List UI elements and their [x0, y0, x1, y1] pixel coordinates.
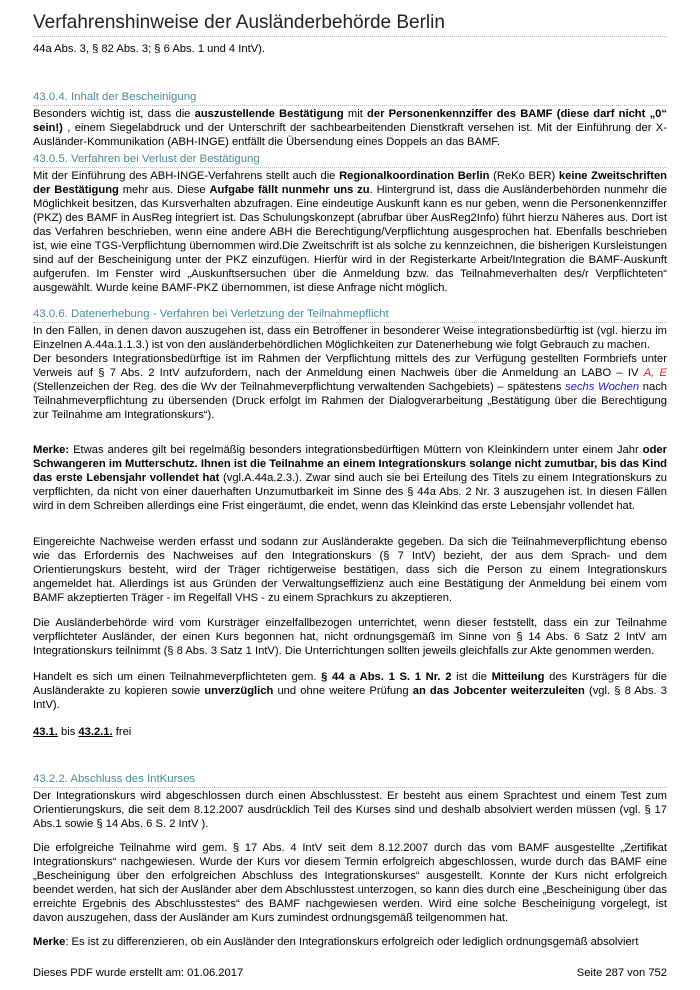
section-heading: 43.0.6. Datenerhebung - Verfahren bei Verletzung der Teilnahmepflicht: [33, 308, 389, 320]
section-paragraph: Der Integrationskurs wird abgeschlossen durch einen Abschlusstest. Er besteht aus einem Sprachtest und einem Test zum Orientierungskurs, die seit dem 8.12.2007 ausdrücklich Teil des Kurses sind und deshalb absolviert werden müssen (vgl. § 17 Abs.1 sowie § 14 Abs. 6 S. 2 IntV ).: [33, 790, 667, 830]
section-divider: [33, 787, 667, 788]
section-paragraph: Mit der Einführung des ABH-INGE-Verfahrens stellt auch die Regionalkoordination Berlin (ReKo BER) keine Zweitschriften der Bestätigung mehr aus. Diese Aufgabe fällt nunmehr uns zu. Hintergrund ist, dass die Ausländerbehörden nunmehr die Möglichkeit besitzen, das Kursverhalten abzufragen. Eine eindeutige Auskunft kann es nur geben, wenn die Personenkennziffer (PKZ) des BAMF in AusReg integriert ist. Das Schulungskonzept (abrufbar über AusReg2Info) führt hierzu Näheres aus. Dort ist das Verfahren beschrieben, wenn eine andere ABH die Berechtigung/Verpflichtung ausgesprochen hat. Ebenfalls beschrieben ist, wie eine TGS-Verpflichtung übernommen wird.Die Zweitschrift ist als solche zu kennzeichnen, die bisherigen Kursleistungen sind auf der Bescheinigung unter der PKZ einzufügen. Hierfür wird in der Registerkarte Arbeit/Integration die BAMF-Auskunft aufgerufen. Im Fenster wird „Auskunftsersuchen über die Anmeldung bzw. das Teilnahmeverhalten des/r Verpflichteten“ ausgewählt. Wurde keine BAMF-PKZ übernommen, ist diese Anfrage nicht möglich.: [33, 170, 668, 294]
section-paragraph: In den Fällen, in denen davon auszugehen ist, dass ein Betroffener in besonderer Weise integrationsbedürftig ist (vgl. hierzu im Einzelnen A.44a.1.1.3.) ist von den ausländerbehördlichen Möglichkeiten zur Datenerhebung wie folgt Gebrauch zu machen.: [33, 325, 667, 351]
document-title: Verfahrenshinweise der Ausländerbehörde Berlin: [33, 12, 445, 33]
section-divider: [33, 322, 667, 323]
title-divider: [33, 36, 667, 37]
footer-created-date: Dieses PDF wurde erstellt am: 01.06.2017: [33, 967, 244, 979]
section-heading: 43.0.5. Verfahren bei Verlust der Bestätigung: [33, 153, 260, 165]
section-43-0-4: [33, 90, 667, 149]
merke-paragraph: Merke: Es ist zu differenzieren, ob ein Ausländer den Integrationskurs erfolgreich oder lediglich ordnungsgemäß absolviert: [33, 936, 639, 948]
section-paragraph: Die erfolgreiche Teilnahme wird gem. § 17 Abs. 4 IntV seit dem 8.12.2007 durch das vom BAMF ausgestellte „Zertifikat Integrationskurs“ nachgewiesen. Wurde der Kurs vor diesem Termin erfolgreich abgeschlossen, wurde durch das BAMF eine „Bescheinigung über den erfolgreichen Abschluss des Integrationskurses“ ausgestellt. Konnte der Kurs nicht erfolgreich beendet werden, hat sich der Ausländer aber dem Abschlusstest unterzogen, so kann dies durch eine „Bescheinigung über das erreichte Ergebnis des Abschlusstestes“ des BAMF nachgewiesen werden. Wird eine solche Bescheinigung vorgelegt, ist davon auszugehen, dass der Ausländer am Kurs zumindest ordnungsgemäß teilgenommen hat.: [33, 842, 667, 924]
intro-line: 44a Abs. 3, § 82 Abs. 3; § 6 Abs. 1 und 4 IntV).: [33, 43, 265, 55]
section-divider: [33, 167, 667, 168]
merke-paragraph: Merke: Etwas anderes gilt bei regelmäßig besonders integrationsbedürftigen Müttern von Kleinkindern unter einem Jahr oder Schwangeren im Mutterschutz. Ihnen ist die Teilnahme an einem Integrationskurs solange nicht zumutbar, bis das Kind das erste Lebensjahr vollendet hat (vgl.A.44a.2.3.). Zwar sind auch sie bei Erteilung des Titels zu einem Integrationskurs zu verpflichten, da nicht von einer dauerhaften Unzumutbarkeit im Sinne des § 44a Abs. 2 Nr. 3 auszugehen ist. In diesen Fällen wird in dem Schreiben allerdings eine Frist eingeräumt, die endet, wenn das Kleinkind das erste Lebensjahr vollendet hat.: [33, 444, 668, 512]
section-paragraph: Besonders wichtig ist, dass die auszustellende Bestätigung mit der Personenkennziffer des BAMF (diese darf nicht „0“ sein!) , einem Siegelabdruck und der Unterschrift der sachbearbeitenden Dienstkraft versehen ist. Mit der Einführung der X-Ausländer-Kommunikation (ABH-INGE) entfällt die Übersendung eines Doppels an das BAMF.: [33, 108, 667, 148]
section-43-2-2: [33, 772, 667, 831]
section-43-0-5: [33, 152, 667, 295]
section-43-0-6: [33, 307, 667, 422]
section-heading: 43.0.4. Inhalt der Bescheinigung: [33, 91, 197, 103]
section-heading: 43.2.2. Abschluss des IntKurses: [33, 773, 196, 785]
section-paragraph: Der besonders Integrationsbedürftige ist im Rahmen der Verpflichtung mittels des zur Verfügung gestellten Formbriefs unter Verweis auf § 7 Abs. 2 IntV aufzufordern, nach der Anmeldung einen Nachweis über die Anmeldung an LABO – IV A, E (Stellenzeichen der Reg. des die Wv der Teilnahmeverpflichtung verwaltenden Sachgebiets) – spätestens sechs Wochen nach Teilnahmeverpflichtung zu übersenden (Druck erfolgt im Rahmen der Dialogverarbeitung „Bestätigung über die Berechtigung zur Teilnahme am Integrationskurs“).: [33, 353, 668, 421]
footer-page-number: Seite 287 von 752: [576, 967, 667, 979]
section-divider: [33, 105, 667, 106]
section-paragraph: Die Ausländerbehörde wird vom Kursträger einzelfallbezogen unterrichtet, wenn dieser feststellt, dass ein zur Teilnahme verpflichteter Ausländer, der einen Kurs begonnen hat, nicht ordnungsgemäß im Sinne von § 14 Abs. 6 Satz 2 IntV am Integrationskurs teilnimmt (§ 8 Abs. 3 Satz 1 IntV). Die Unterrichtungen sollten jeweils gleichfalls zur Akte genommen werden.: [33, 617, 667, 657]
section-paragraph: Handelt es sich um einen Teilnahmeverpflichteten gem. § 44 a Abs. 1 S. 1 Nr. 2 ist die Mitteilung des Kursträgers für die Ausländerakte zu kopieren sowie unverzüglich und ohne weitere Prüfung an das Jobcenter weiterzuleiten (vgl. § 8 Abs. 3 IntV).: [33, 671, 668, 711]
section-paragraph: Eingereichte Nachweise werden erfasst und sodann zur Ausländerakte gegeben. Da sich die Teilnahmeverpflichtung ebenso wie das Erfordernis des Nachweises auf den Integrationskurs (§ 7 IntV) bezieht, der aus dem Sprach- und dem Orientierungskurs besteht, wird der Träger richtigerweise bestätigen, dass sich die Person zu einem Integrationskurs angemeldet hat. Allerdings ist aus Gründen der Verwaltungseffizienz auch eine Bestätigung der Anmeldung bei einem vom BAMF akzeptierten Träger - im Regelfall VHS - zu einem Sprachkurs zu akzeptieren.: [33, 536, 667, 604]
free-sections-note: 43.1. bis 43.2.1. frei: [33, 726, 132, 738]
